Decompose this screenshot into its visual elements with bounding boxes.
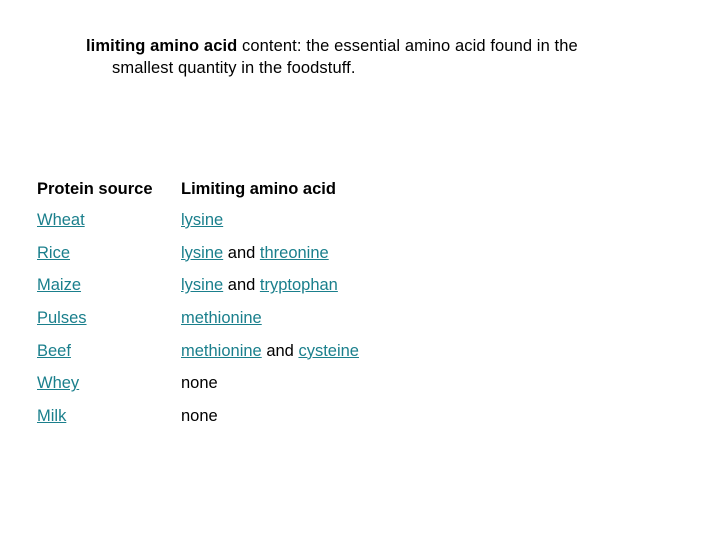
- table-row: [37, 269, 359, 302]
- acid-link-lysine[interactable]: lysine: [181, 243, 224, 262]
- acid-link-methionine[interactable]: methionine: [181, 341, 262, 360]
- header-protein-source: Protein source: [37, 179, 153, 198]
- table-header-row: [37, 174, 359, 204]
- none-text: none: [181, 406, 218, 425]
- source-link-milk[interactable]: Milk: [37, 406, 67, 425]
- definition-term: limiting amino acid: [86, 37, 238, 55]
- acid-link-tryptophan[interactable]: tryptophan: [259, 276, 338, 295]
- definition-text-line1: content: the essential amino acid found in the: [237, 37, 578, 55]
- acid-link-methionine[interactable]: methionine: [181, 308, 262, 327]
- source-link-maize[interactable]: Maize: [37, 276, 82, 295]
- and-text: and: [223, 243, 260, 262]
- source-link-beef[interactable]: Beef: [37, 341, 71, 360]
- source-link-rice[interactable]: Rice: [37, 243, 71, 262]
- table-row: [37, 302, 359, 335]
- header-limiting-amino-acid: Limiting amino acid: [181, 179, 336, 198]
- table-row: [37, 237, 359, 270]
- table-row: [37, 367, 359, 400]
- and-text: and: [223, 276, 260, 295]
- source-link-pulses[interactable]: Pulses: [37, 308, 87, 327]
- acid-link-cysteine[interactable]: cysteine: [298, 341, 359, 360]
- and-text: and: [261, 341, 299, 360]
- definition-paragraph: [86, 35, 646, 79]
- acid-link-threonine[interactable]: threonine: [259, 243, 329, 262]
- source-link-wheat[interactable]: Wheat: [37, 210, 85, 229]
- limiting-amino-acid-table: [37, 174, 359, 433]
- acid-link-lysine[interactable]: lysine: [181, 210, 224, 229]
- none-text: none: [181, 374, 218, 393]
- table-row: [37, 335, 359, 368]
- table-row: [37, 204, 359, 237]
- table-row: [37, 400, 359, 433]
- acid-link-lysine[interactable]: lysine: [181, 276, 224, 295]
- definition-text-line2: smallest quantity in the foodstuff.: [112, 59, 356, 77]
- source-link-whey[interactable]: Whey: [37, 374, 80, 393]
